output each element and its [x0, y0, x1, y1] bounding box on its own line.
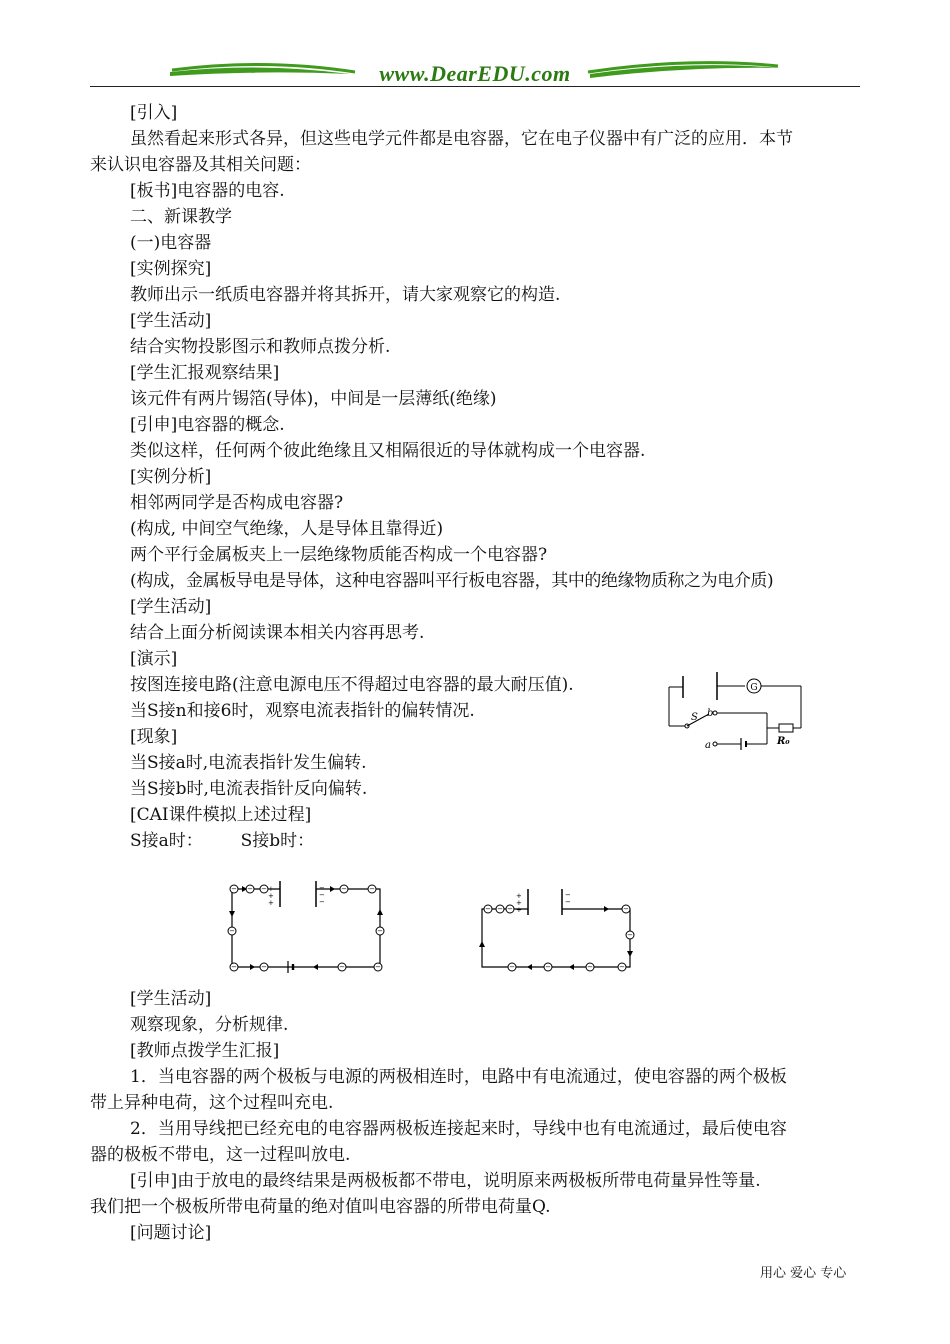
text-line: [实例探究]: [130, 259, 212, 279]
terminal-b-label: b: [707, 708, 714, 719]
text-line: 当S接b时,电流表指针反向偏转.: [130, 779, 368, 799]
svg-text:−: −: [587, 963, 593, 971]
svg-text:−: −: [545, 963, 551, 971]
svg-text:+: +: [516, 899, 522, 907]
svg-text:−: −: [231, 963, 237, 971]
text-line: S接a时： S接b时：: [130, 831, 315, 851]
text-line: 教师出示一纸质电容器并将其拆开，请大家观察它的构造.: [130, 285, 561, 305]
svg-text:−: −: [375, 963, 381, 971]
text-line: 结合实物投影图示和教师点拨分析.: [130, 337, 391, 357]
svg-text:−: −: [619, 963, 625, 971]
text-line: 来认识电容器及其相关问题：: [90, 155, 311, 175]
svg-text:−: −: [485, 905, 491, 913]
text-line: [引入]: [130, 103, 178, 123]
text-line: [现象]: [130, 727, 178, 747]
text-line: [板书]电容器的电容.: [130, 181, 285, 201]
svg-text:−: −: [507, 905, 513, 913]
resistor-icon: [779, 724, 793, 732]
svg-text:−: −: [261, 885, 267, 893]
terminal-a-label: a: [705, 740, 711, 750]
text-line: (构成, 中间空气绝缘，人是导体且靠得近): [130, 519, 444, 539]
svg-text:+: +: [268, 899, 274, 907]
text-line: 2．当用导线把已经充电的电容器两极板连接起来时，导线中也有电流通过，最后使电容: [130, 1119, 787, 1139]
text-line: [问题讨论]: [130, 1223, 212, 1243]
header-rule: [90, 86, 860, 87]
text-line: [演示]: [130, 649, 178, 669]
svg-text:−: −: [261, 963, 267, 971]
page-footer: 用心 爱心 专心: [760, 1266, 847, 1281]
svg-text:−: −: [509, 963, 515, 971]
text-line: [教师点拨学生汇报]: [130, 1041, 280, 1061]
text-line: 虽然看起来形式各异，但这些电学元件都是电容器，它在电子仪器中有广泛的应用．本节: [130, 129, 793, 149]
svg-text:−: −: [497, 905, 503, 913]
text-line: 类似这样，任何两个彼此绝缘且又相隔很近的导体就构成一个电容器.: [130, 441, 646, 461]
charging-diagram: [222, 875, 392, 975]
text-line: [学生活动]: [130, 311, 212, 331]
svg-text:+: +: [268, 885, 274, 893]
text-line: 器的极板不带电，这一过程叫放电.: [90, 1145, 351, 1165]
svg-text:−: −: [319, 898, 325, 906]
text-line: 1．当电容器的两个极板与电源的两极相连时，电路中有电流通过，使电容器的两个极板: [130, 1067, 787, 1087]
text-line: 按图连接电路(注意电源电压不得超过电容器的最大耐压值).: [130, 675, 574, 695]
discharging-diagram: [472, 885, 642, 975]
resistor-label: R₀: [777, 736, 790, 747]
text-line: [学生活动]: [130, 989, 212, 1009]
text-line: 当S接n和接6时，观察电流表指针的偏转情况.: [130, 701, 475, 721]
text-line: 两个平行金属板夹上一层绝缘物质能否构成一个电容器?: [130, 545, 548, 565]
svg-text:−: −: [319, 884, 325, 892]
svg-text:+: +: [516, 892, 522, 900]
galvanometer-label: G: [750, 683, 758, 693]
svg-text:−: −: [247, 885, 253, 893]
text-line: [CAI课件模拟上述过程]: [130, 805, 312, 825]
svg-text:−: −: [339, 963, 345, 971]
svg-text:−: −: [377, 927, 383, 935]
text-line: (构成，金属板导电是导体，这种电容器叫平行板电容器，其中的绝缘物质称之为电介质): [130, 571, 774, 591]
text-line: 该元件有两片锡箔(导体)，中间是一层薄纸(绝缘): [130, 389, 497, 409]
text-line: [实例分析]: [130, 467, 212, 487]
section-heading: 二、新课教学: [130, 207, 232, 227]
text-line: 我们把一个极板所带电荷量的绝对值叫电容器的所带电荷量Q.: [90, 1197, 551, 1217]
svg-text:−: −: [229, 927, 235, 935]
text-line: [学生活动]: [130, 597, 212, 617]
subsection-heading: (一)电容器: [130, 233, 212, 253]
svg-text:−: −: [341, 885, 347, 893]
site-logo-text[interactable]: www.DearEDU.com: [379, 61, 571, 86]
svg-text:−: −: [231, 885, 237, 893]
svg-text:−: −: [565, 898, 571, 906]
switch-label: S: [691, 712, 698, 723]
svg-text:−: −: [565, 891, 571, 899]
text-line: 观察现象，分析规律.: [130, 1015, 289, 1035]
text-line: [引申]电容器的概念.: [130, 415, 285, 435]
svg-text:−: −: [623, 905, 629, 913]
circuit-diagram: [655, 668, 815, 750]
text-line: 当S接a时,电流表指针发生偏转.: [130, 753, 367, 773]
svg-text:−: −: [627, 931, 633, 939]
svg-text:−: −: [319, 891, 325, 899]
svg-text:−: −: [369, 885, 375, 893]
svg-text:+: +: [268, 892, 274, 900]
text-line: 带上异种电荷，这个过程叫充电.: [90, 1093, 334, 1113]
text-line: 结合上面分析阅读课本相关内容再思考.: [130, 623, 425, 643]
text-line: [学生汇报观察结果]: [130, 363, 280, 383]
svg-text:+: +: [516, 906, 522, 914]
text-line: 相邻两同学是否构成电容器?: [130, 493, 344, 513]
text-line: [引申]由于放电的最终结果是两极板都不带电，说明原来两极板所带电荷量异性等量.: [130, 1171, 761, 1191]
svg-text:−: −: [565, 905, 571, 913]
